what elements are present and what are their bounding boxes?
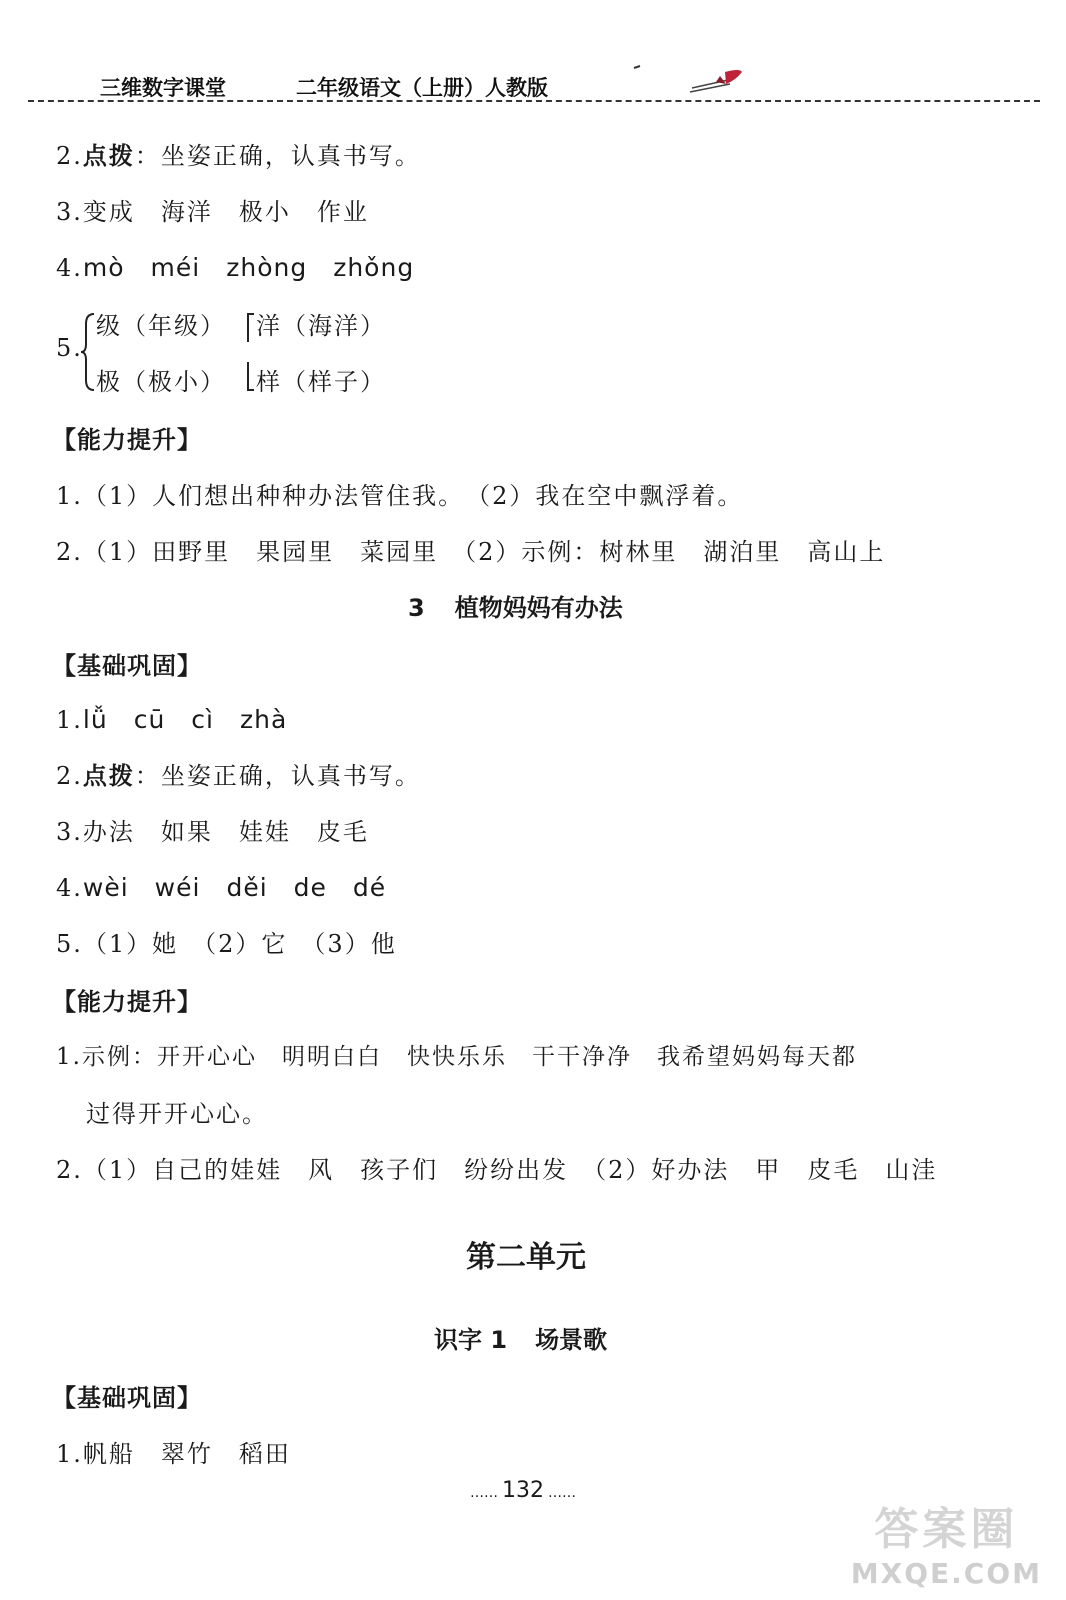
q5-group2-item2: 样（样子） xyxy=(256,368,386,396)
l3-q2-number: 2. xyxy=(56,762,83,790)
l3-q2-tip xyxy=(56,756,421,791)
l3-q4 xyxy=(56,868,386,904)
header-series-title: 三维数字课堂 xyxy=(100,76,226,100)
basic-tag: 【基础巩固】 xyxy=(52,652,202,680)
q2-number: 2. xyxy=(56,142,83,170)
l3-q1-number: 1. xyxy=(56,706,83,734)
unit-lesson-label: 识字 1 xyxy=(434,1326,508,1354)
l3-ability-tag: 【能力提升】 xyxy=(52,988,202,1016)
unit-basic-tag: 【基础巩固】 xyxy=(52,1384,202,1412)
tip-label: 点拨 xyxy=(82,142,135,170)
q5-group1-item2: 极（极小） xyxy=(96,368,226,396)
q4-pinyin: mò méi zhòng zhǒng xyxy=(82,253,415,282)
l3-ability-2: 2.（1）自己的娃娃 风 孩子们 纷纷出发 （2）好办法 甲 皮毛 山洼 xyxy=(56,1156,938,1184)
lesson-heading xyxy=(408,588,623,623)
page-dots-left: …… xyxy=(470,1485,498,1501)
l3-q1 xyxy=(56,700,287,736)
q4-answer xyxy=(56,248,414,284)
page-dots-right: …… xyxy=(548,1485,576,1501)
l3-tip-label: 点拨 xyxy=(82,762,135,790)
l3-q4-number: 4. xyxy=(56,874,83,902)
unit-lesson-title: 场景歌 xyxy=(535,1326,608,1354)
watermark-logo xyxy=(851,1493,1042,1590)
lesson-title: 植物妈妈有办法 xyxy=(454,594,623,622)
l3-q5: 5.（1）她 （2）它 （3）他 xyxy=(56,930,397,958)
watermark-top: 答案圈 xyxy=(874,1504,1019,1555)
header-divider xyxy=(28,100,1040,102)
l3-q4-pinyin: wèi wéi děi de dé xyxy=(82,873,387,902)
left-bracket-icon xyxy=(246,312,256,392)
l3-q3: 3.办法 如果 娃娃 皮毛 xyxy=(56,818,369,846)
ability-tag: 【能力提升】 xyxy=(52,426,202,454)
tip-text: ：坐姿正确，认真书写。 xyxy=(134,142,421,170)
rocket-icon xyxy=(630,62,750,98)
q5-group2-item1: 洋（海洋） xyxy=(256,312,386,340)
l3-ability-1-line2: 过得开开心心。 xyxy=(86,1100,268,1128)
page-number xyxy=(470,1478,576,1503)
q5-number: 5. xyxy=(56,334,83,362)
unit-lesson-heading xyxy=(434,1320,607,1355)
q4-number: 4. xyxy=(56,254,83,282)
unit-q1: 1.帆船 翠竹 稻田 xyxy=(56,1440,291,1468)
q3-answer: 3.变成 海洋 极小 作业 xyxy=(56,198,369,226)
header-book-title: 二年级语文（上册）人教版 xyxy=(296,76,548,100)
ability-answer-2: 2.（1）田野里 果园里 菜园里 （2）示例：树林里 湖泊里 高山上 xyxy=(56,538,886,566)
l3-q1-pinyin: lǚ cū cì zhà xyxy=(82,705,288,734)
l3-ability-1-line1: 1.示例：开开心心 明明白白 快快乐乐 干干净净 我希望妈妈每天都 xyxy=(56,1044,857,1070)
left-brace-icon xyxy=(80,312,96,392)
q2-tip xyxy=(56,136,421,171)
ability-answer-1: 1.（1）人们想出种种办法管住我。 （2）我在空中飘浮着。 xyxy=(56,482,744,510)
q5-group1-item1: 级（年级） xyxy=(96,312,226,340)
page-number-value: 132 xyxy=(502,1478,544,1503)
unit-title: 第二单元 xyxy=(466,1240,586,1275)
lesson-number: 3 xyxy=(408,594,425,622)
l3-tip-text: ：坐姿正确，认真书写。 xyxy=(134,762,421,790)
watermark-bottom: MXQE.COM xyxy=(850,1557,1042,1590)
